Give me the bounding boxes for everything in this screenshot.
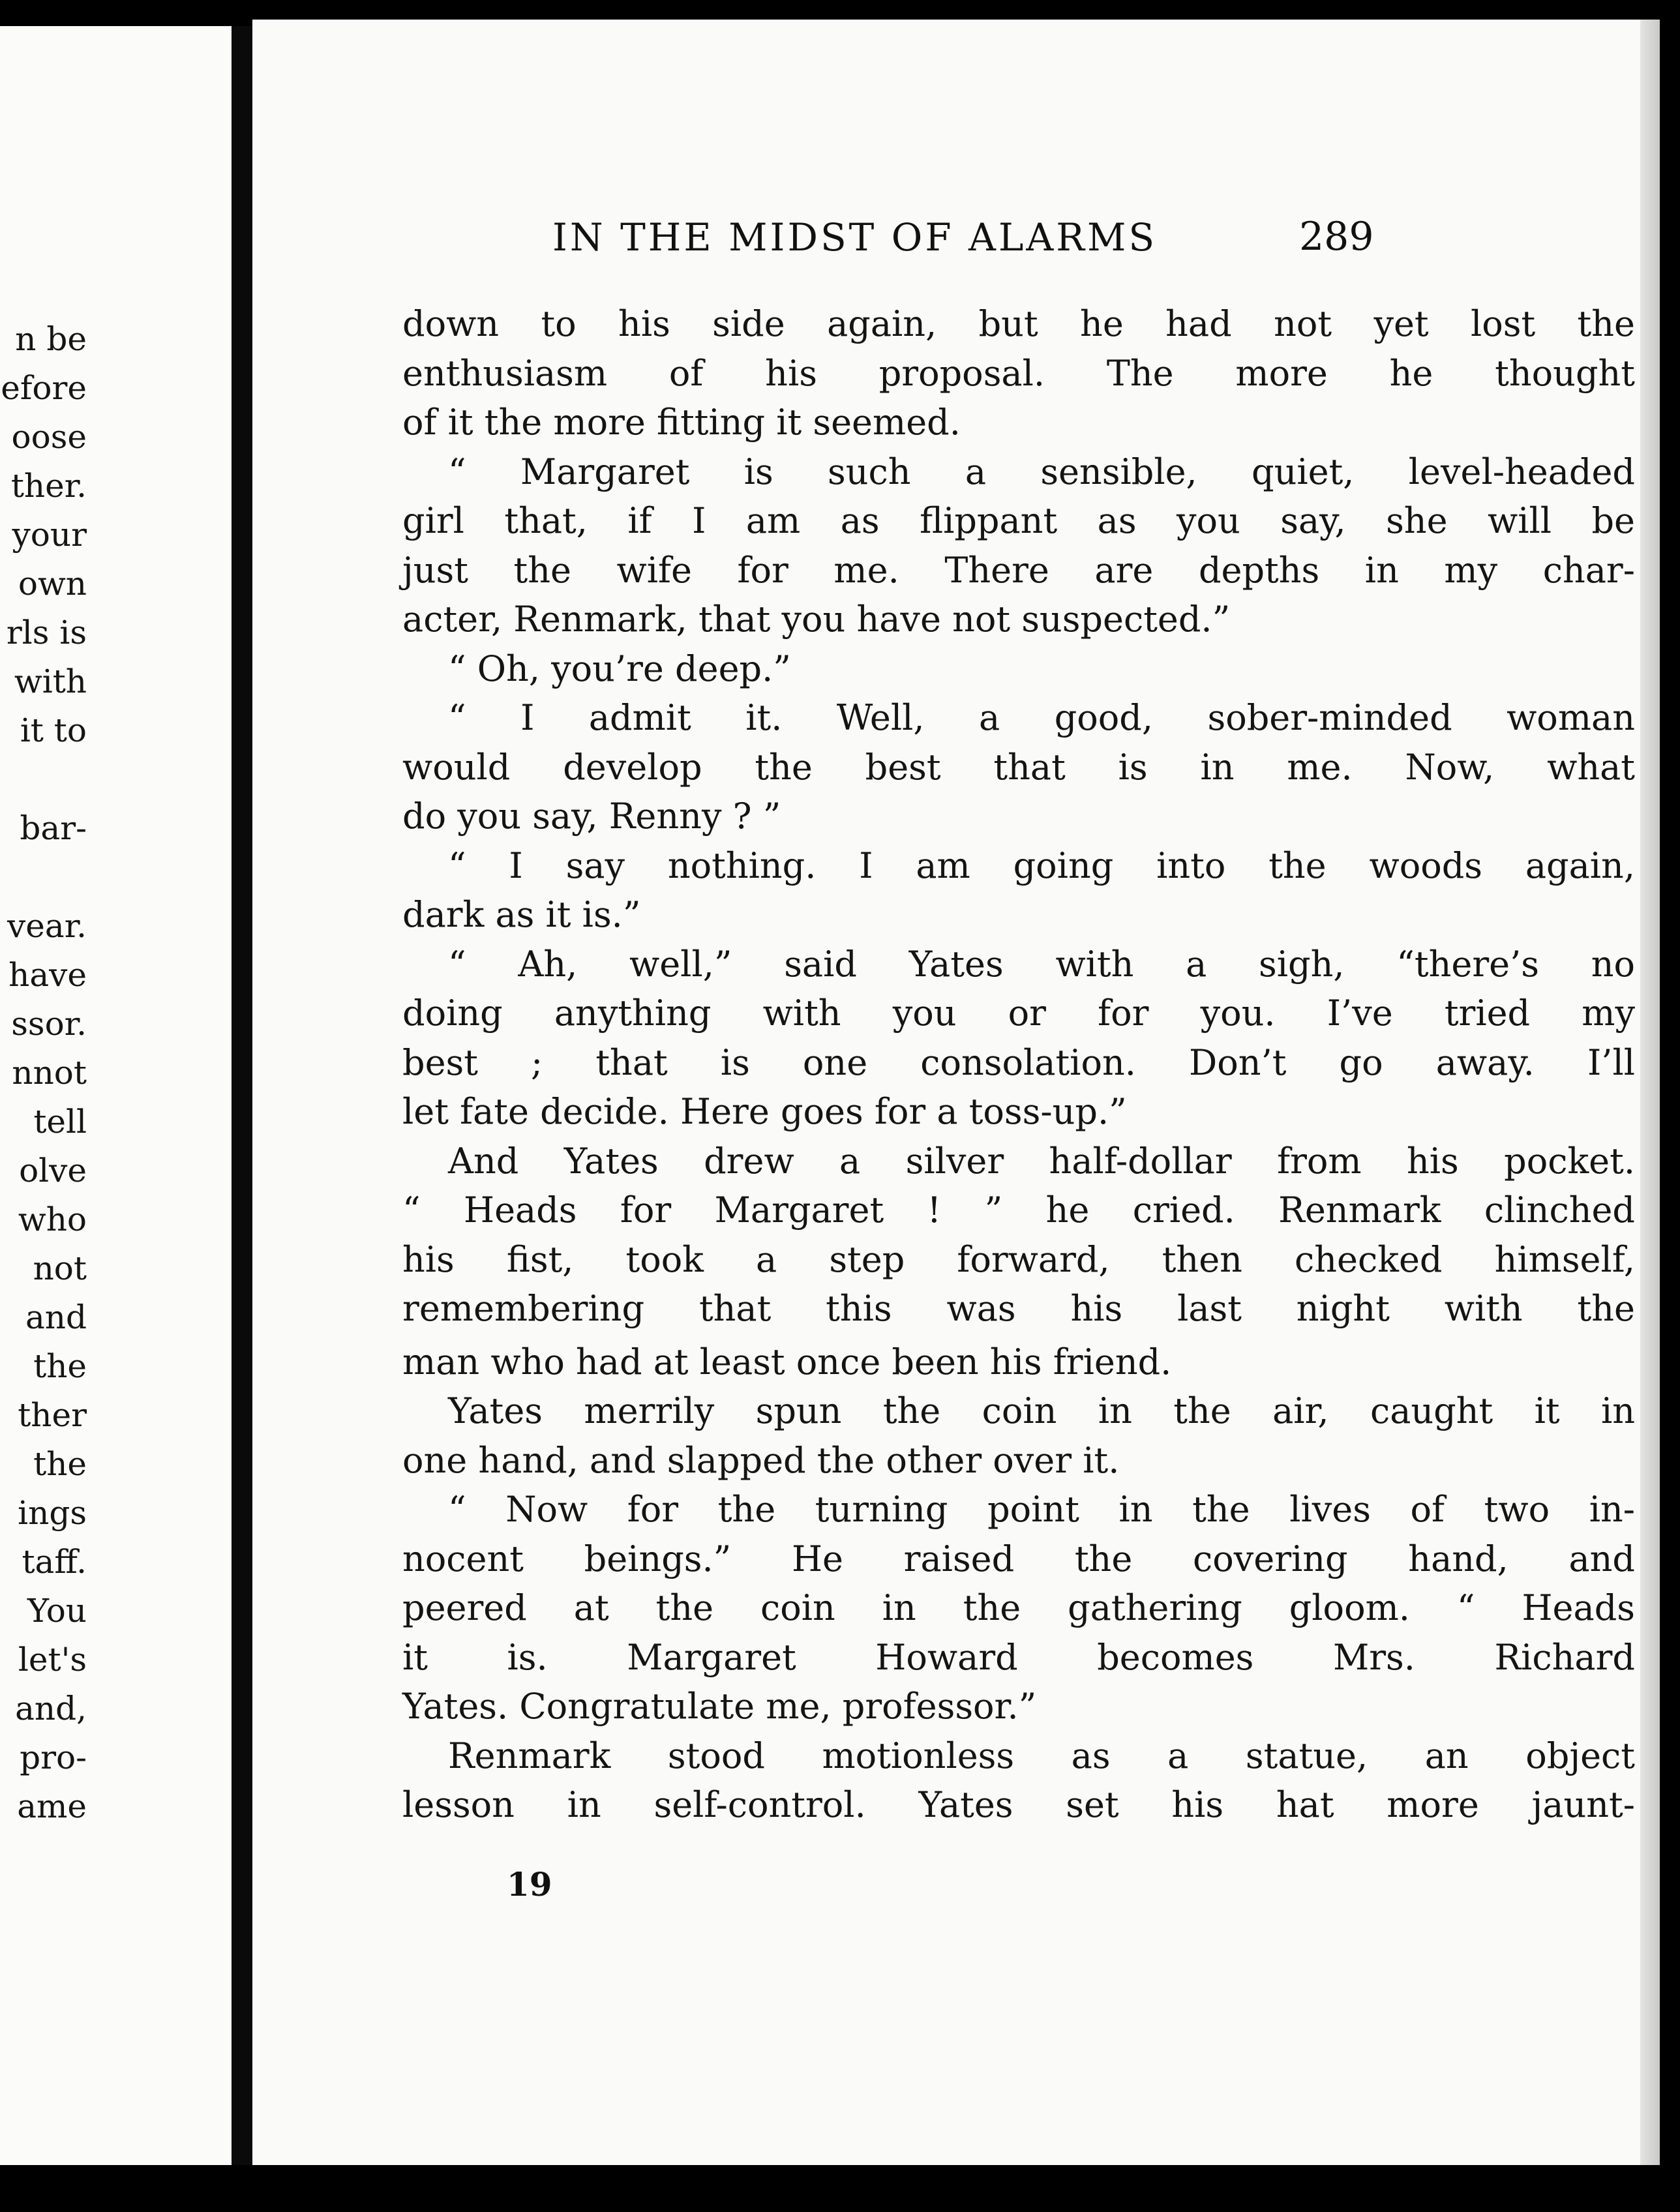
left-page-line: nnot bbox=[12, 1054, 87, 1092]
bottom-border bbox=[0, 2165, 1680, 2212]
text-line: “ Oh, you’re deep.” bbox=[448, 648, 791, 689]
text-line: “ Heads for Margaret ! ” he cried. Renmark clinched bbox=[402, 1189, 1635, 1231]
text-line: Yates. Congratulate me, professor.” bbox=[402, 1686, 1037, 1727]
text-line: best ; that is one consolation. Don’t go away. I’ll bbox=[402, 1042, 1635, 1083]
text-line: “ Ah, well,” said Yates with a sigh, “there’s no bbox=[448, 944, 1635, 985]
text-line: And Yates drew a silver half-dollar from his pocket. bbox=[448, 1141, 1635, 1182]
text-line: one hand, and slapped the other over it. bbox=[402, 1440, 1120, 1481]
left-page-line: taff. bbox=[22, 1543, 87, 1581]
text-line: it is. Margaret Howard becomes Mrs. Richard bbox=[402, 1637, 1635, 1678]
text-line: Yates merrily spun the coin in the air, caught it in bbox=[448, 1390, 1635, 1431]
left-page-line: vear. bbox=[7, 907, 87, 945]
text-line: just the wife for me. There are depths in my char- bbox=[402, 550, 1635, 591]
left-page-line: oose bbox=[11, 418, 87, 456]
left-page-line: not bbox=[33, 1249, 87, 1287]
left-page-line: bar- bbox=[20, 809, 87, 847]
left-page-line: ther. bbox=[10, 467, 87, 505]
left-page-text bbox=[0, 26, 232, 2172]
left-page-line: the bbox=[33, 1347, 87, 1385]
left-page-line: it to bbox=[20, 711, 87, 749]
left-page-line: who bbox=[18, 1201, 87, 1238]
signature-mark: 19 bbox=[507, 1865, 552, 1904]
text-line: would develop the best that is in me. Now, what bbox=[402, 747, 1635, 788]
left-page-line: rls is bbox=[6, 614, 87, 651]
text-line: enthusiasm of his proposal. The more he thought bbox=[402, 353, 1635, 394]
right-page bbox=[252, 20, 1660, 2165]
left-page-line: tell bbox=[33, 1103, 87, 1141]
page-number: 289 bbox=[1299, 214, 1374, 260]
text-line: nocent beings.” He raised the covering hand, and bbox=[402, 1538, 1635, 1579]
text-line: “ Now for the turning point in the lives of two in- bbox=[448, 1489, 1635, 1530]
text-line: “ I say nothing. I am going into the woods again, bbox=[448, 845, 1635, 886]
text-line: down to his side again, but he had not yet lost the bbox=[402, 303, 1635, 344]
text-line: “ Margaret is such a sensible, quiet, level-headed bbox=[448, 451, 1635, 492]
left-page-line: pro- bbox=[20, 1739, 87, 1776]
text-line: peered at the coin in the gathering gloom. “ Heads bbox=[402, 1587, 1635, 1628]
text-line: dark as it is.” bbox=[402, 894, 641, 935]
left-page-line: have bbox=[8, 956, 87, 994]
left-page-line: ssor. bbox=[11, 1005, 87, 1043]
left-page-line: your bbox=[12, 516, 87, 554]
left-page-line: ther bbox=[18, 1396, 87, 1434]
text-line: let fate decide. Here goes for a toss-up.” bbox=[402, 1091, 1127, 1132]
left-page-line: efore bbox=[1, 369, 87, 407]
book-gutter bbox=[232, 26, 252, 2172]
left-page-line: ings bbox=[18, 1494, 87, 1532]
text-line: of it the more fitting it seemed. bbox=[402, 402, 961, 443]
left-page-line: olve bbox=[19, 1152, 87, 1189]
text-line: acter, Renmark, that you have not suspected.” bbox=[402, 599, 1231, 640]
page-edge bbox=[1640, 20, 1660, 2165]
left-page-line: with bbox=[14, 663, 87, 700]
left-page-line: and bbox=[25, 1298, 87, 1336]
text-line: Renmark stood motionless as a statue, an object bbox=[448, 1735, 1635, 1776]
text-line: girl that, if I am as flippant as you say, she will be bbox=[402, 500, 1635, 541]
left-page-line: own bbox=[18, 565, 87, 603]
text-line: do you say, Renny ? ” bbox=[402, 796, 781, 837]
text-line: his fist, took a step forward, then checked himself, bbox=[402, 1239, 1635, 1280]
text-line: remembering that this was his last night with the bbox=[402, 1288, 1635, 1329]
left-page-line: and, bbox=[15, 1690, 87, 1727]
left-page-line: You bbox=[27, 1592, 87, 1630]
text-line: man who had at least once been his friend. bbox=[402, 1341, 1172, 1382]
running-head: IN THE MIDST OF ALARMS bbox=[552, 215, 1158, 260]
left-page bbox=[0, 26, 232, 2172]
left-page-line: the bbox=[33, 1445, 87, 1483]
left-page-line: ame bbox=[17, 1787, 87, 1825]
left-page-line: let's bbox=[18, 1641, 87, 1679]
text-line: “ I admit it. Well, a good, sober-minded woman bbox=[448, 697, 1635, 738]
left-page-line: n be bbox=[15, 320, 87, 358]
text-line: doing anything with you or for you. I’ve tried my bbox=[402, 993, 1635, 1034]
text-line: lesson in self-control. Yates set his hat more jaunt- bbox=[402, 1784, 1635, 1825]
